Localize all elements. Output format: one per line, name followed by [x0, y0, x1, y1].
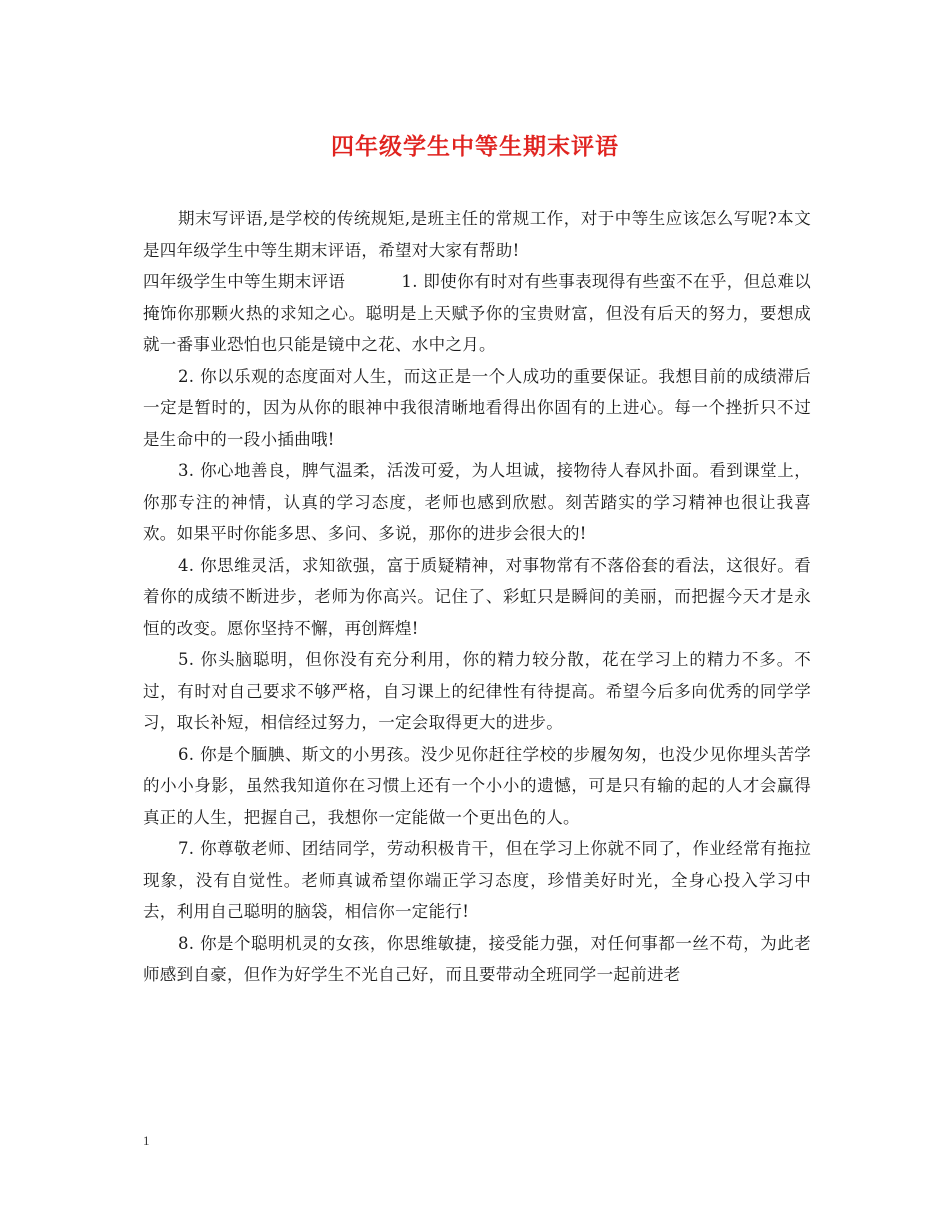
comment-paragraph-5: 5. 你头脑聪明，但你没有充分利用，你的精力较分散，花在学习上的精力不多。不过，有时对自己要求不够严格，自习课上的纪律性有待提高。希望今后多向优秀的同学学习，取长补短，相信经过努力，一定会取得更大的进步。: [143, 650, 811, 732]
comment-paragraph-8: 8. 你是个聪明机灵的女孩，你思维敏捷，接受能力强，对任何事都一丝不苟，为此老师感到自豪，但作为好学生不光自己好，而且要带动全班同学一起前进老: [143, 933, 811, 984]
comment-paragraph-1: 四年级学生中等生期末评语 1. 即使你有时对有些事表现得有些蛮不在乎，但总难以掩饰你那颗火热的求知之心。聪明是上天赋予你的宝贵财富，但没有后天的努力，要想成就一番事业恐怕也只能是镜中之花、水中之月。: [143, 272, 811, 354]
comment-paragraph-7: 7. 你尊敬老师、团结同学，劳动积极肯干，但在学习上你就不同了，作业经常有拖拉现象，没有自觉性。老师真诚希望你端正学习态度，珍惜美好时光，全身心投入学习中去，利用自己聪明的脑袋，相信你一定能行!: [143, 839, 811, 921]
comment-paragraph-6: 6. 你是个腼腆、斯文的小男孩。没少见你赶往学校的步履匆匆，也没少见你埋头苦学的小小身影，虽然我知道你在习惯上还有一个小小的遗憾，可是只有输的起的人才会赢得真正的人生，把握自己，我想你一定能做一个更出色的人。: [143, 744, 811, 827]
comment-paragraph-2: 2. 你以乐观的态度面对人生，而这正是一个人成功的重要保证。我想目前的成绩滞后一定是暂时的，因为从你的眼神中我很清晰地看得出你固有的上进心。每一个挫折只不过是生命中的一段小插曲哦!: [143, 366, 811, 449]
document-body: [143, 203, 811, 991]
page-number: 1: [143, 1133, 150, 1148]
comment-paragraph-3: 3. 你心地善良，脾气温柔，活泼可爱，为人坦诚，接物待人春风扑面。看到课堂上，你那专注的神情，认真的学习态度，老师也感到欣慰。刻苦踏实的学习精神也很让我喜欢。如果平时你能多思、多问、多说，那你的进步会很大的!: [143, 461, 811, 543]
document-title: 四年级学生中等生期末评语: [331, 133, 619, 160]
intro-paragraph: 期末写评语,是学校的传统规矩,是班主任的常规工作，对于中等生应该怎么写呢?本文是四年级学生中等生期末评语，希望对大家有帮助!: [143, 209, 811, 260]
comment-paragraph-4: 4. 你思维灵活，求知欲强，富于质疑精神，对事物常有不落俗套的看法，这很好。看着你的成绩不断进步，老师为你高兴。记住了、彩虹只是瞬间的美丽，而把握今天才是永恒的改变。愿你坚持不懈，再创辉煌!: [143, 555, 811, 638]
